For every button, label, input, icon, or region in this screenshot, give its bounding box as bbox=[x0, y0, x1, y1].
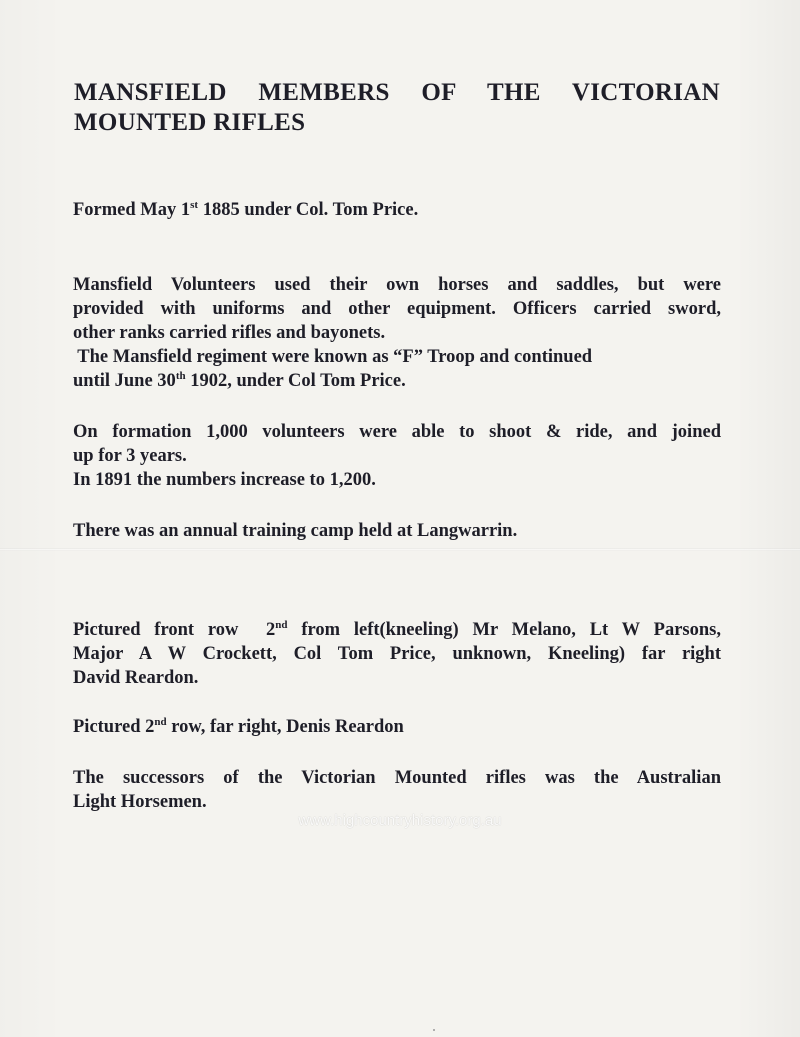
formed-paragraph bbox=[73, 198, 721, 222]
front-row-paragraph bbox=[73, 618, 721, 690]
front-row-text-pre: Pictured front row 2 bbox=[73, 620, 276, 640]
successors-paragraph bbox=[73, 766, 721, 814]
second-row-text-post: row, far right, Denis Reardon bbox=[166, 717, 404, 737]
regiment-ordinal: th bbox=[175, 370, 186, 382]
second-row-text-pre: Pictured 2 bbox=[73, 717, 155, 737]
paper-speck bbox=[433, 1029, 435, 1031]
formed-text-post: 1885 under Col. Tom Price. bbox=[198, 200, 419, 220]
successors-line-2: Light Horsemen. bbox=[73, 792, 207, 812]
regiment-line-1: The Mansfield regiment were known as “F” Troop and continued bbox=[73, 347, 593, 367]
paper-fold-line bbox=[0, 548, 800, 551]
regiment-text-post: 1902, under Col Tom Price. bbox=[185, 371, 406, 391]
camp-paragraph: There was an annual training camp held at Langwarrin. bbox=[73, 521, 518, 541]
watermark-text: www.highcountryhistory.org.au bbox=[298, 812, 502, 829]
volunteers-line-3: other ranks carried rifles and bayonets. bbox=[73, 323, 386, 343]
regiment-paragraph bbox=[73, 345, 721, 393]
volunteers-line-2: provided with uniforms and other equipment. Officers carried sword, bbox=[73, 299, 721, 319]
volunteers-line-1: Mansfield Volunteers used their own horses and saddles, but were bbox=[73, 275, 721, 295]
formation-line-3: In 1891 the numbers increase to 1,200. bbox=[73, 470, 376, 490]
formation-line-2: up for 3 years. bbox=[73, 446, 187, 466]
volunteers-paragraph bbox=[73, 273, 721, 345]
front-row-ordinal: nd bbox=[275, 619, 288, 631]
formed-text-pre: Formed May 1 bbox=[73, 200, 191, 220]
document-title: MANSFIELD MEMBERS OF THE VICTORIAN MOUNTED RIFLES bbox=[74, 79, 720, 136]
second-row-paragraph bbox=[73, 715, 721, 739]
formation-line-1: On formation 1,000 volunteers were able to shoot & ride, and joined bbox=[73, 422, 721, 442]
front-row-line-2: Major A W Crockett, Col Tom Price, unknown, Kneeling) far right bbox=[73, 644, 721, 664]
second-row-ordinal: nd bbox=[154, 716, 167, 728]
front-row-line-1 bbox=[73, 618, 721, 642]
front-row-line-3: David Reardon. bbox=[73, 668, 199, 688]
successors-line-1: The successors of the Victorian Mounted rifles was the Australian bbox=[73, 768, 721, 788]
regiment-text-pre: until June 30 bbox=[73, 371, 176, 391]
front-row-text-post: from left(kneeling) Mr Melano, Lt W Parsons, bbox=[287, 620, 721, 640]
formation-paragraph bbox=[73, 420, 721, 492]
regiment-line-2 bbox=[73, 369, 721, 393]
formed-ordinal: st bbox=[190, 199, 199, 211]
